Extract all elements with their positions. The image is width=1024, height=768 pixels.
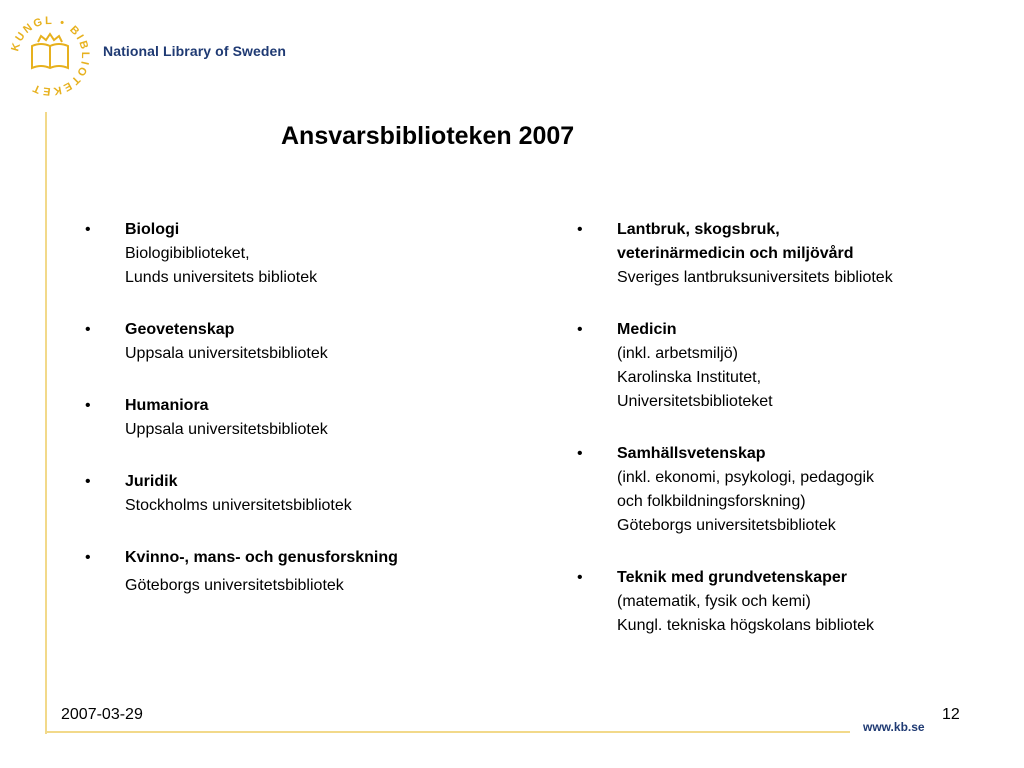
item-heading: Teknik med grundvetenskaper	[617, 569, 847, 586]
list-item	[85, 218, 525, 290]
item-heading: Juridik	[125, 473, 178, 490]
item-heading: Geovetenskap	[125, 321, 235, 338]
item-detail: Sveriges lantbruksuniversitets bibliotek	[617, 269, 893, 286]
list-item	[577, 442, 997, 538]
page-number: 12	[942, 706, 960, 723]
slide-title: Ansvarsbiblioteken 2007	[281, 122, 575, 150]
item-heading: Humaniora	[125, 397, 209, 414]
item-detail: (inkl. arbetsmiljö)	[617, 345, 738, 362]
list-item	[577, 318, 997, 414]
list-item	[85, 394, 525, 442]
item-heading: Biologi	[125, 221, 180, 238]
item-heading: Kvinno-, mans- och genusforskning	[125, 549, 398, 566]
list-item	[85, 470, 525, 518]
item-heading: Samhällsvetenskap	[617, 445, 766, 462]
item-detail: och folkbildningsforskning)	[617, 493, 806, 510]
item-detail: Göteborgs universitetsbibliotek	[617, 517, 836, 534]
item-detail: Biologibiblioteket,	[125, 245, 250, 262]
left-column-list	[85, 218, 525, 626]
library-name: National Library of Sweden	[103, 43, 287, 59]
accent-vertical-line	[45, 112, 47, 734]
footer-url: www.kb.se	[863, 720, 925, 734]
accent-horizontal-line	[45, 731, 850, 733]
item-heading: veterinärmedicin och miljövård	[617, 245, 854, 262]
item-detail: Stockholms universitetsbibliotek	[125, 497, 352, 514]
item-heading: Medicin	[617, 321, 677, 338]
list-item	[85, 546, 525, 598]
footer-date: 2007-03-29	[61, 706, 143, 723]
item-detail: (inkl. ekonomi, psykologi, pedagogik	[617, 469, 875, 486]
book-crown-icon	[32, 34, 68, 68]
item-detail: (matematik, fysik och kemi)	[617, 593, 811, 610]
item-heading: • Lantbruk, skogsbruk,	[617, 221, 780, 238]
list-item	[85, 318, 525, 366]
item-detail: Lunds universitets bibliotek	[125, 269, 318, 286]
item-detail: Universitetsbiblioteket	[617, 393, 773, 410]
item-detail: Göteborgs universitetsbibliotek	[125, 577, 344, 594]
item-detail: Uppsala universitetsbibliotek	[125, 345, 328, 362]
item-detail: Uppsala universitetsbibliotek	[125, 421, 328, 438]
right-column-list	[577, 218, 997, 666]
logo-ring-text: KUNGL • BIBLIOTEKET	[9, 14, 92, 98]
list-item	[577, 566, 997, 638]
list-item	[577, 218, 997, 290]
item-detail: Kungl. tekniska högskolans bibliotek	[617, 617, 875, 634]
kb-logo-icon	[6, 12, 94, 100]
item-detail: Karolinska Institutet,	[617, 369, 762, 386]
